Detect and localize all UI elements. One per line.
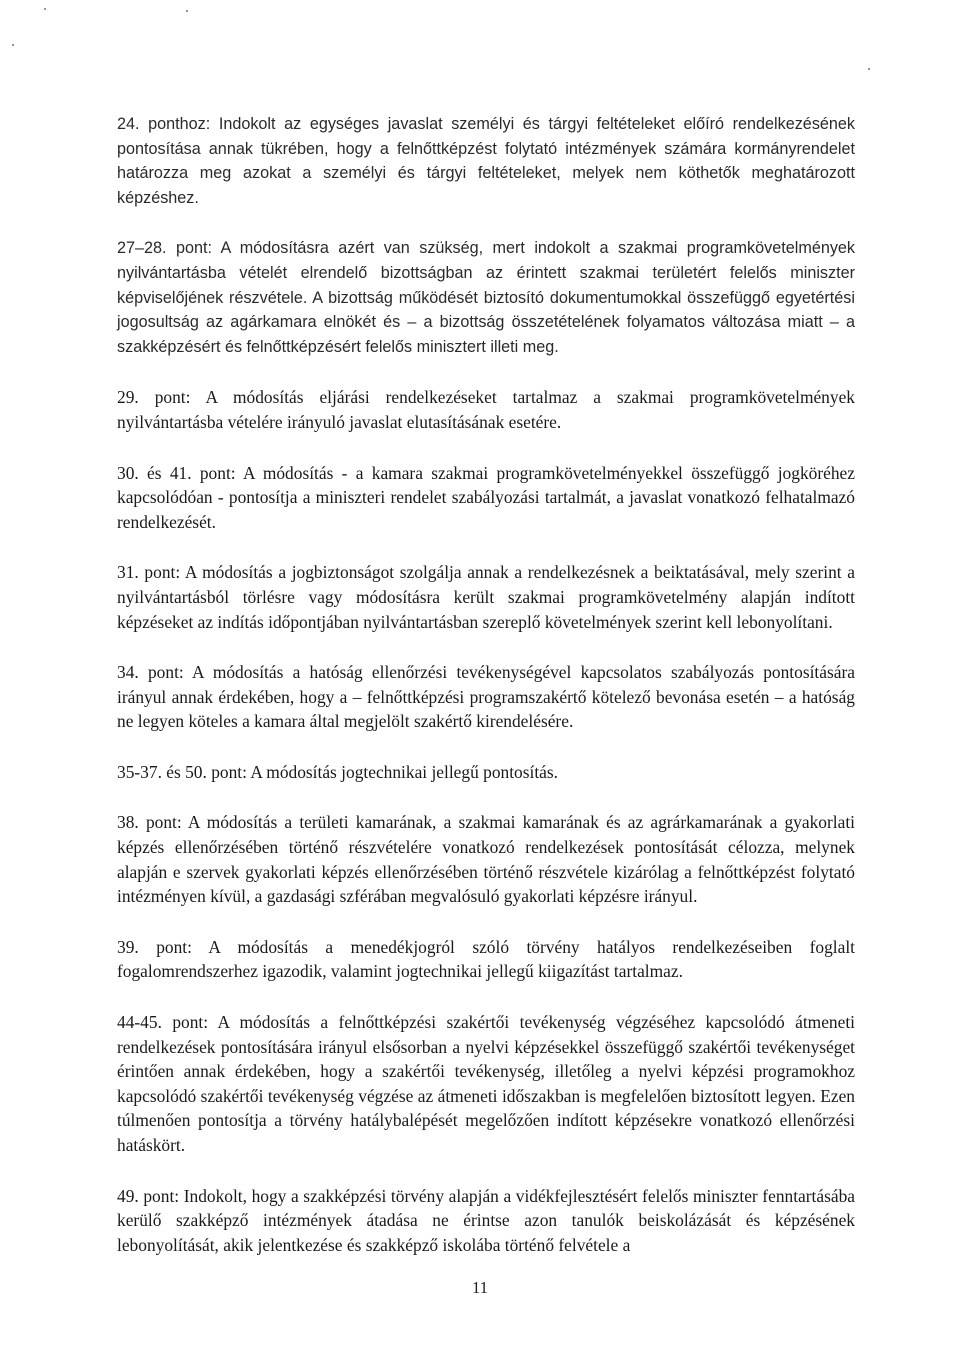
document-body [117,112,855,1283]
paragraph-text: pont: A módosítás a menedékjogról szóló törvény hatályos rendelkezéseiben foglalt fogalomrendszerhez igazodik, valamint jogtechnikai jellegű kiigazítást tartalmaz. [117,936,855,982]
paragraph-text: pont: A módosításra azért van szükség, mert indokolt a szakmai programkövetelmények nyilvántartásba vételét elrendelő bizottságban az érintett szakmai területért felelős miniszter képviselőjének részvétele. A bizottság működését biztosító dokumentumokkal összefüggő egyetértési jogosultság az agárkamara elnökét és – a bizottság összetételének folyamatos változása miatt – a szakképzésért és felnőttképzésért felelős minisztert illeti meg. [117,239,856,356]
scan-speck [44,8,46,10]
paragraph-label: 24. ponthoz: [117,115,211,133]
paragraph-label: 31. [117,562,139,583]
paragraph-30-41 [117,461,855,535]
paragraph-29 [117,385,855,434]
paragraph-label: 30. és 41. [117,462,192,483]
paragraph-31 [117,560,855,634]
paragraph-24 [117,112,855,210]
scan-speck [12,44,14,46]
paragraph-39 [117,935,855,984]
paragraph-label: 44-45. [117,1012,162,1033]
paragraph-text: pont: A módosítás a felnőttképzési szakértői tevékenység végzéséhez kapcsolódó átmeneti rendelkezések pontosítására irányul elsősorban a nyelvi képzésekkel összefüggő szakértői tevékenységet érintően annak érdekében, hogy a szakértői tevékenység, illetőleg a nyelvi képzési programokhoz kapcsolódó szakértői tevékenység végzése az átmeneti időszakban is megfelelően biztosított legyen. Ezen túlmenően pontosítja a törvény hatálybalépését megelőzően indított képzésekre vonatkozó ellenőrzési hatáskört. [117,1012,855,1155]
paragraph-44-45 [117,1010,855,1158]
paragraph-49 [117,1184,855,1258]
paragraph-label: 34. [117,662,139,683]
paragraph-label: 39. [117,936,139,957]
paragraph-label: 49. [117,1185,139,1206]
paragraph-label: 29. [117,387,139,408]
paragraph-text: pont: Indokolt, hogy a szakképzési törvény alapján a vidékfejlesztésért felelős miniszter fenntartásába kerülő szakképző intézmények átadása ne érintse azon tanulók beiskolázását és képzésének lebonyolítását, akik jelentkezése és szakképző iskolába történő felvétele a [117,1185,855,1255]
paragraph-35-37-50 [117,760,855,785]
paragraph-label: 27–28. [117,239,167,258]
paragraph-text: pont: A módosítás jogtechnikai jellegű pontosítás. [211,761,559,782]
paragraph-text: pont: A módosítás - a kamara szakmai programkövetelményekkel összefüggő jogköréhez kapcsolódóan - pontosítja a miniszteri rendelet szabályozási tartalmát, a javaslat vonatkozó felhatalmazó rendelkezését. [117,462,855,532]
paragraph-text: pont: A módosítás a területi kamarának, a szakmai kamarának és az agrárkamarának a gyakorlati képzés ellenőrzésében történő részvételére vonatkozó rendelkezések pontosítását célozza, melynek alapján e szervek gyakorlati képzés ellenőrzésében történő részvétele kizárólag a felnőttképzést folytató intézményen kívül, a gazdasági szférában megvalósuló gyakorlati képzésre irányul. [117,812,855,907]
paragraph-label: 38. [117,812,139,833]
paragraph-27-28 [117,236,855,359]
paragraph-34 [117,660,855,734]
paragraph-text: pont: A módosítás a jogbiztonságot szolgálja annak a rendelkezésnek a beiktatásával, mely szerint a nyilvántartásból törlésre vagy módosításra került szakmai programkövetelmény alapján indított képzéseket az indítás időpontjában nyilvántartásban szereplő követelmények szerint kell lebonyolítani. [117,562,855,632]
paragraph-text: pont: A módosítás a hatóság ellenőrzési tevékenységével kapcsolatos szabályozás pontosítására irányul annak érdekében, hogy a – felnőttképzési programszakértő kötelező bevonása esetén – a hatóság ne legyen köteles a kamara által megjelölt szakértő kirendelésére. [117,662,855,732]
paragraph-label: 35-37. és 50. [117,761,207,782]
paragraph-text: pont: A módosítás eljárási rendelkezéseket tartalmaz a szakmai programkövetelmények nyilvántartásba vételére irányuló javaslat elutasításának esetére. [117,387,855,432]
paragraph-text: Indokolt az egységes javaslat személyi és tárgyi feltételeket előíró rendelkezésének pontosítása annak tükrében, hogy a felnőttképzést folytató intézmények számára kormányrendelet határozza meg azokat a személyi és tárgyi feltételeket, melyek nem köthetők meghatározott képzéshez. [117,115,856,207]
scan-speck [868,68,870,70]
paragraph-38 [117,810,855,908]
scan-speck [186,10,188,12]
page-number: 11 [471,1278,489,1297]
